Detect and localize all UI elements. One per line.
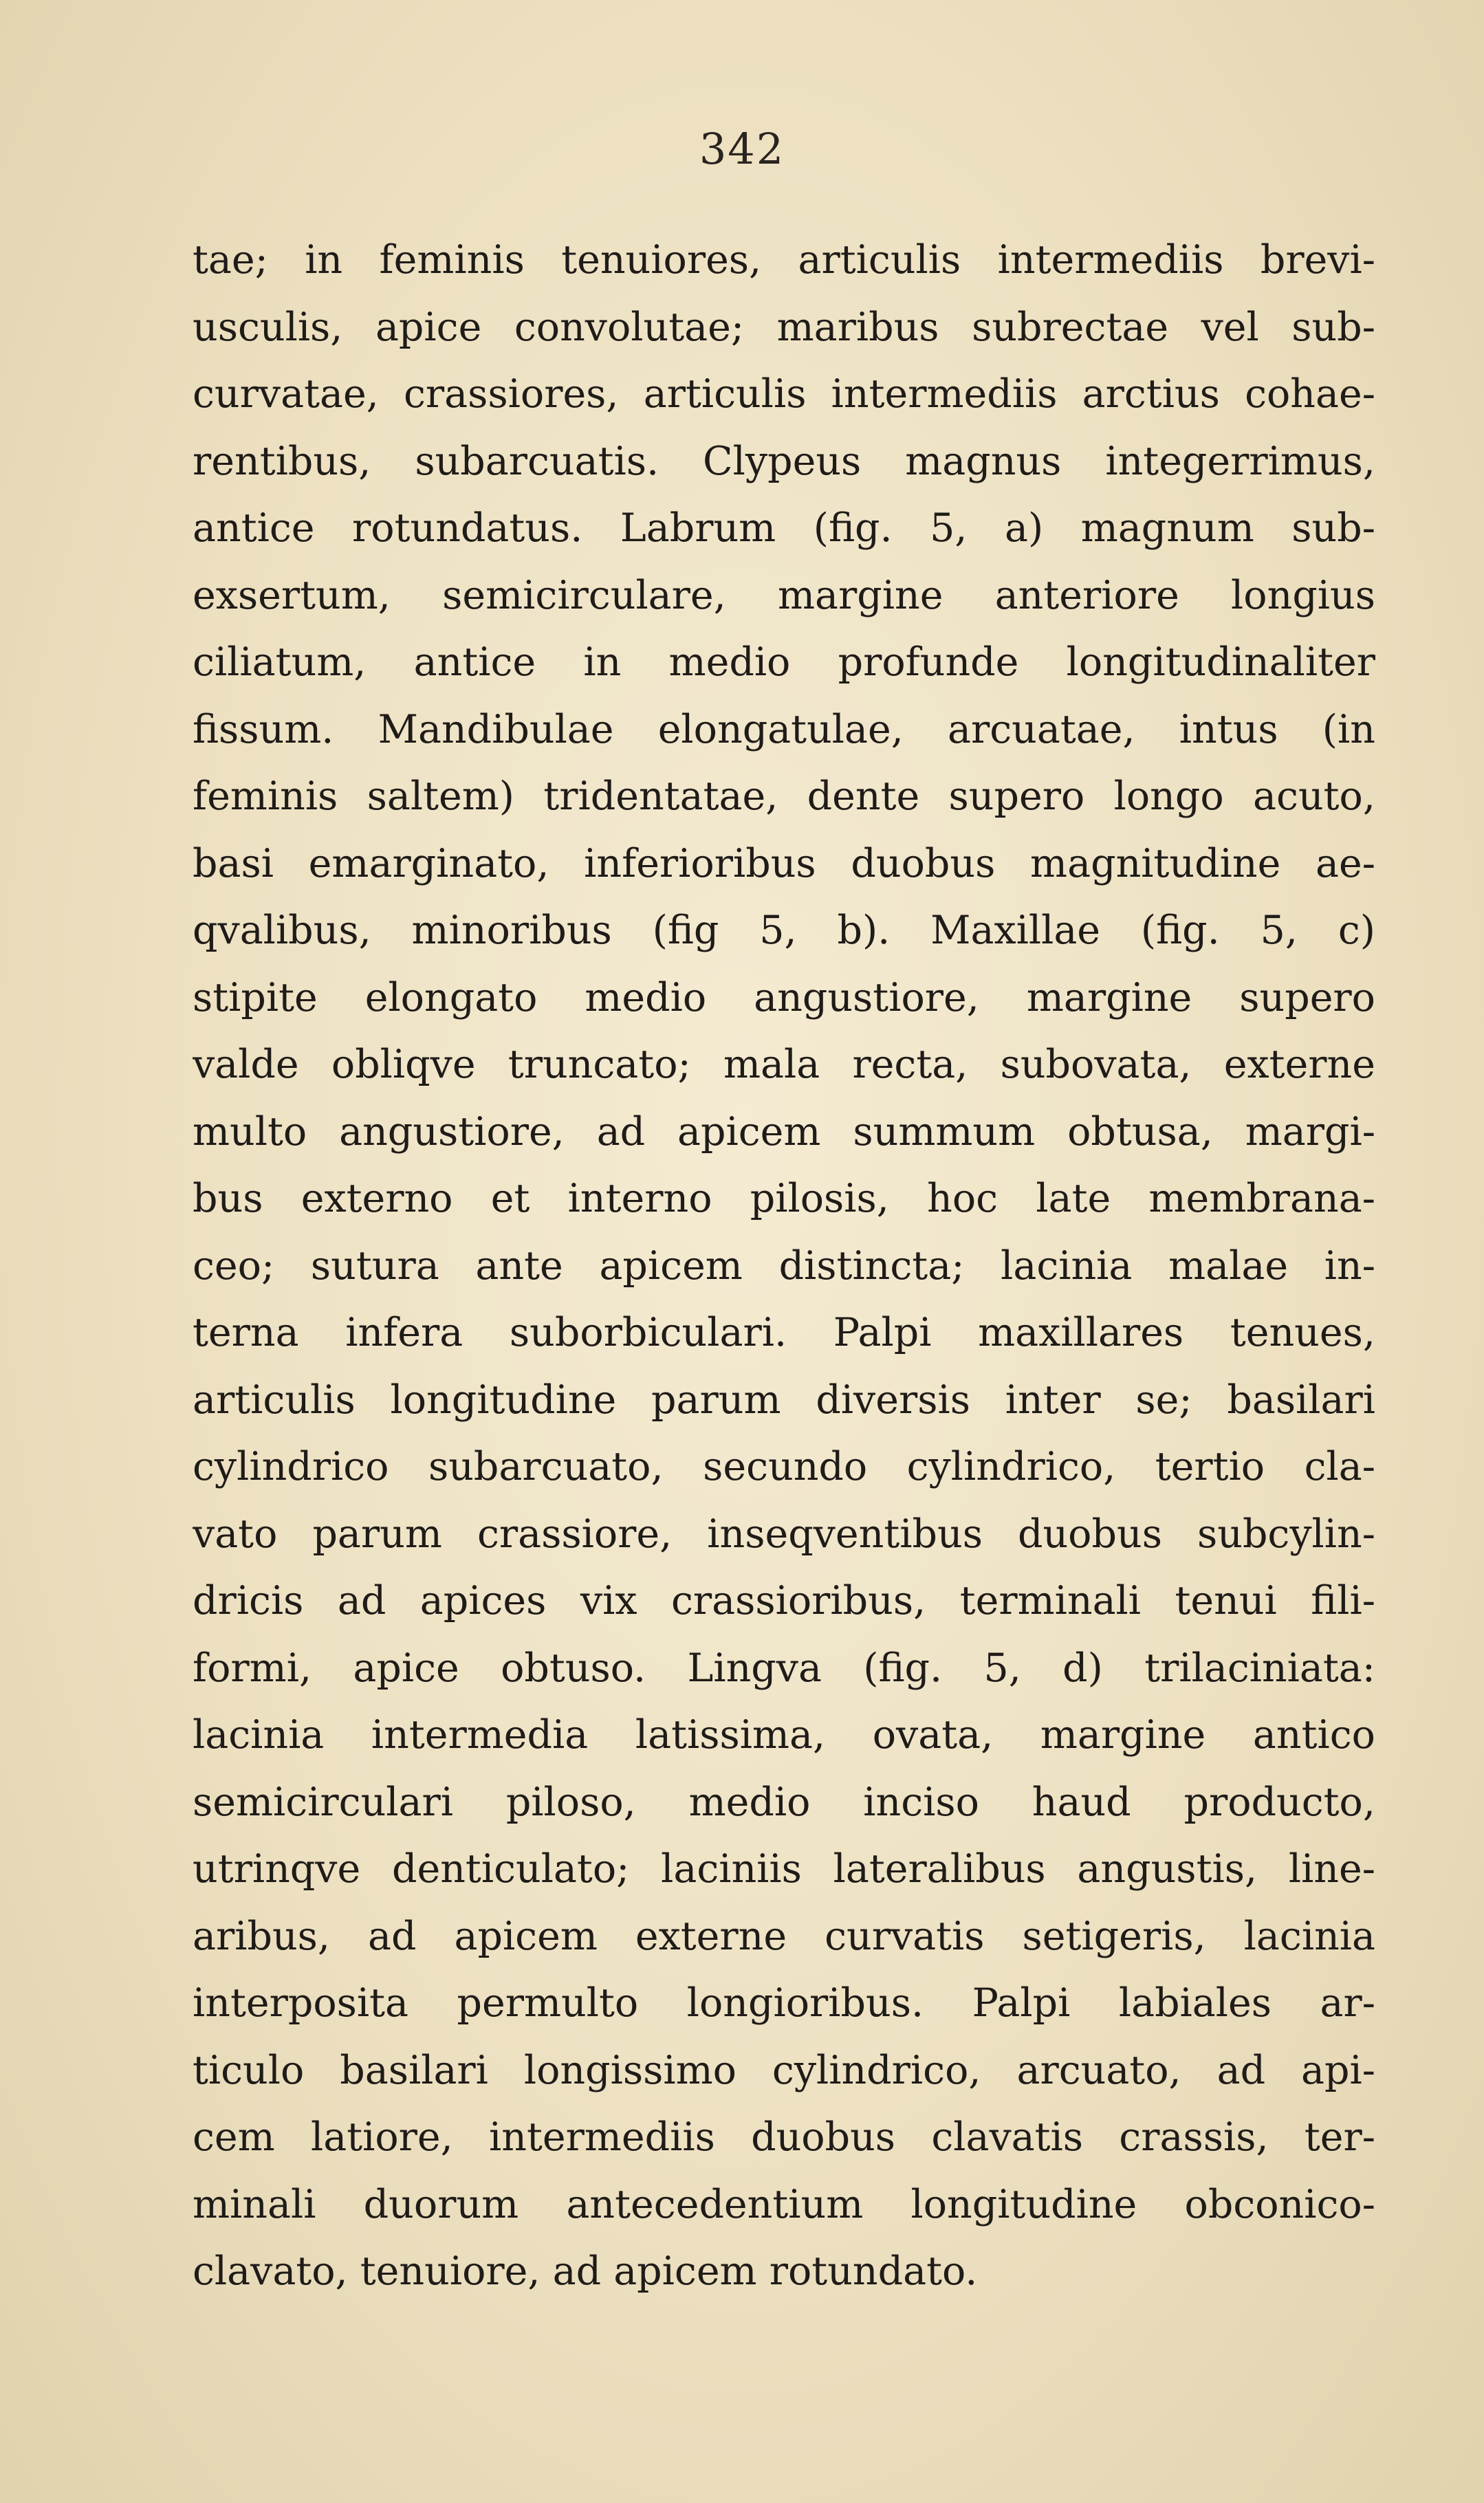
text-line: feminis saltem) tridentatae, dente supero longo acuto, <box>193 774 1375 819</box>
page-number: 342 <box>699 124 785 174</box>
text-line: bus externo et interno pilosis, hoc late membrana- <box>193 1176 1375 1221</box>
text-line: stipite elongato medio angustiore, margine supero <box>193 974 1375 1020</box>
text-line: basi emarginato, inferioribus duobus magnitudine ae- <box>193 840 1375 886</box>
text-line: clavato, tenuiore, ad apicem rotundato. <box>193 2249 978 2294</box>
text-line: ticulo basilari longissimo cylindrico, arcuato, ad api- <box>193 2047 1375 2093</box>
text-line: antice rotundatus. Labrum (fig. 5, a) magnum sub- <box>193 505 1375 551</box>
text-line: utrinqve denticulato; laciniis lateralibus angustis, line- <box>193 1846 1375 1892</box>
text-line: terna infera suborbiculari. Palpi maxillares tenues, <box>193 1310 1375 1355</box>
text-line: cylindrico subarcuato, secundo cylindrico, tertio cla- <box>193 1444 1375 1489</box>
text-line: valde obliqve truncato; mala recta, subovata, externe <box>193 1042 1375 1087</box>
text-line: vato parum crassiore, inseqventibus duobus subcylin- <box>193 1511 1375 1557</box>
text-line: articulis longitudine parum diversis inter se; basilari <box>193 1377 1375 1423</box>
text-line: exsertum, semicirculare, margine anteriore longius <box>193 572 1375 618</box>
text-line: semicirculari piloso, medio inciso haud producto, <box>193 1779 1375 1825</box>
body-text <box>193 227 1375 2306</box>
text-line: rentibus, subarcuatis. Clypeus magnus integerrimus, <box>193 438 1375 484</box>
text-line: fissum. Mandibulae elongatulae, arcuatae, intus (in <box>193 706 1375 752</box>
text-line: qvalibus, minoribus (fig 5, b). Maxillae (fig. 5, c) <box>193 908 1375 953</box>
text-line: formi, apice obtuso. Lingva (fig. 5, d) trilaciniata: <box>193 1645 1375 1691</box>
text-line: lacinia intermedia latissima, ovata, margine antico <box>193 1712 1375 1758</box>
text-line: interposita permulto longioribus. Palpi labiales ar- <box>193 1980 1375 2026</box>
text-line: multo angustiore, ad apicem summum obtusa, margi- <box>193 1108 1375 1155</box>
text-line: dricis ad apices vix crassioribus, terminali tenui fili- <box>193 1578 1375 1624</box>
text-line: cem latiore, intermediis duobus clavatis crassis, ter- <box>193 2114 1375 2160</box>
text-line: ciliatum, antice in medio profunde longitudinaliter <box>193 640 1375 685</box>
text-line: tae; in feminis tenuiores, articulis intermediis brevi- <box>193 237 1375 283</box>
text-line: curvatae, crassiores, articulis intermediis arctius cohae- <box>193 371 1375 417</box>
text-line: ceo; sutura ante apicem distincta; lacinia malae in- <box>193 1243 1375 1289</box>
text-line: usculis, apice convolutae; maribus subrectae vel sub- <box>193 304 1375 350</box>
text-line: minali duorum antecedentium longitudine obconico- <box>193 2181 1375 2227</box>
text-line: aribus, ad apicem externe curvatis setigeris, lacinia <box>193 1913 1375 1959</box>
